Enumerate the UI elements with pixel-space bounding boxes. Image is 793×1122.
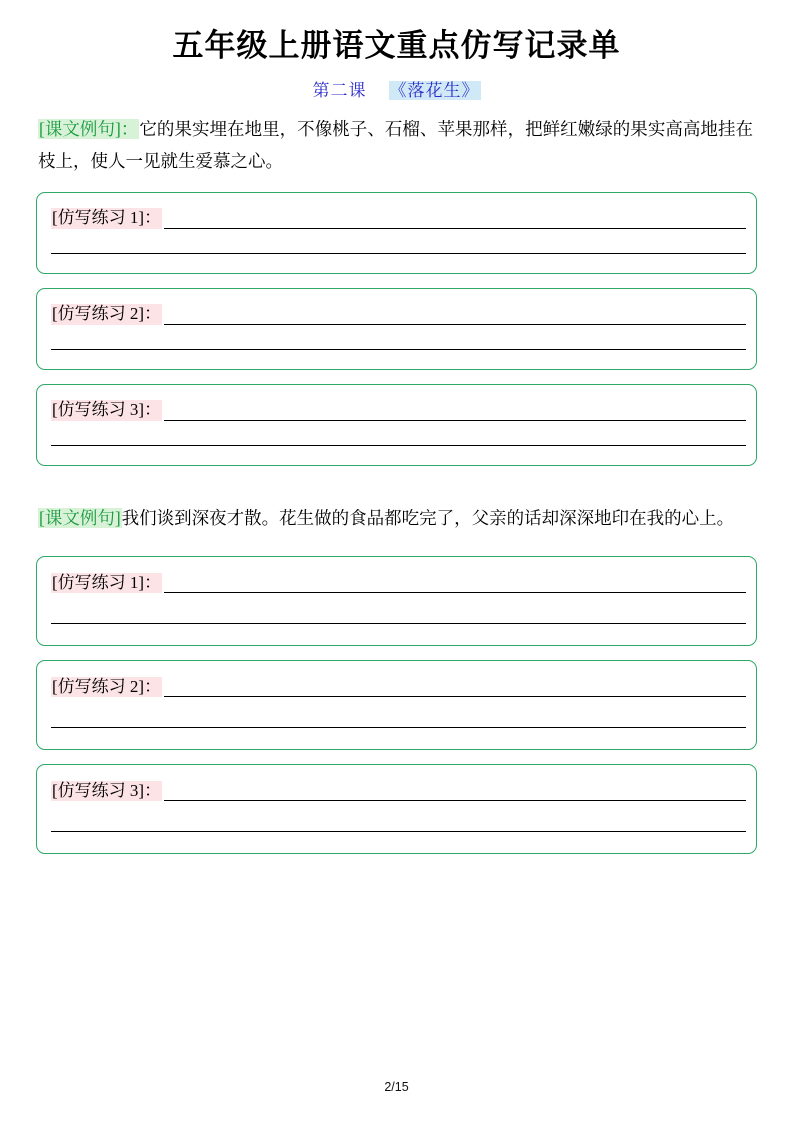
writing-line[interactable] <box>164 675 746 697</box>
exercise-box-1-3[interactable] <box>36 384 757 466</box>
writing-line[interactable] <box>51 727 746 728</box>
exercise-row <box>51 779 746 801</box>
writing-line[interactable] <box>51 445 746 446</box>
writing-line[interactable] <box>164 779 746 801</box>
exercise-row <box>51 303 746 325</box>
exercise-label: [仿写练习 2]： <box>52 676 162 696</box>
writing-line[interactable] <box>164 571 746 593</box>
writing-line[interactable] <box>164 399 746 421</box>
page-title: 五年级上册语文重点仿写记录单 <box>172 28 621 64</box>
exercise-label: [仿写练习 1]： <box>52 208 162 228</box>
page-number: 2/15 <box>384 1080 409 1094</box>
passage-1-text: 它的果实埋在地里，不像桃子、石榴、苹果那样，把鲜红嫩绿的果实高高地挂在枝上，使人一见就生爱慕之心。 <box>38 118 754 172</box>
exercise-box-2-1[interactable] <box>36 556 757 646</box>
writing-line[interactable] <box>51 349 746 350</box>
writing-line[interactable] <box>164 207 746 229</box>
exercise-row <box>51 675 746 697</box>
lesson-name: 《落花生》 <box>389 80 480 100</box>
exercise-row <box>51 571 746 593</box>
exercise-label: [仿写练习 3]： <box>52 400 162 420</box>
writing-line[interactable] <box>51 831 746 832</box>
passage-2-tag: [课文例句] <box>39 507 121 528</box>
lesson-number: 第二课 <box>312 80 367 100</box>
lesson-subtitle <box>36 76 757 101</box>
passage-2 <box>36 502 757 534</box>
writing-line[interactable] <box>51 623 746 624</box>
exercise-box-1-2[interactable] <box>36 288 757 370</box>
writing-line[interactable] <box>51 253 746 254</box>
exercise-row <box>51 399 746 421</box>
exercise-row <box>51 207 746 229</box>
passage-2-text: 我们谈到深夜才散。花生做的食品都吃完了，父亲的话却深深地印在我的心上。 <box>121 507 735 528</box>
exercise-box-2-3[interactable] <box>36 764 757 854</box>
exercise-label: [仿写练习 1]： <box>52 572 162 592</box>
writing-line[interactable] <box>164 303 746 325</box>
exercise-label: [仿写练习 2]： <box>52 304 162 324</box>
passage-1-tag: [课文例句]： <box>39 118 139 139</box>
exercise-label: [仿写练习 3]： <box>52 780 162 800</box>
exercise-box-2-2[interactable] <box>36 660 757 750</box>
passage-1 <box>36 113 757 178</box>
exercise-group-2 <box>36 556 757 854</box>
exercise-box-1-1[interactable] <box>36 192 757 274</box>
